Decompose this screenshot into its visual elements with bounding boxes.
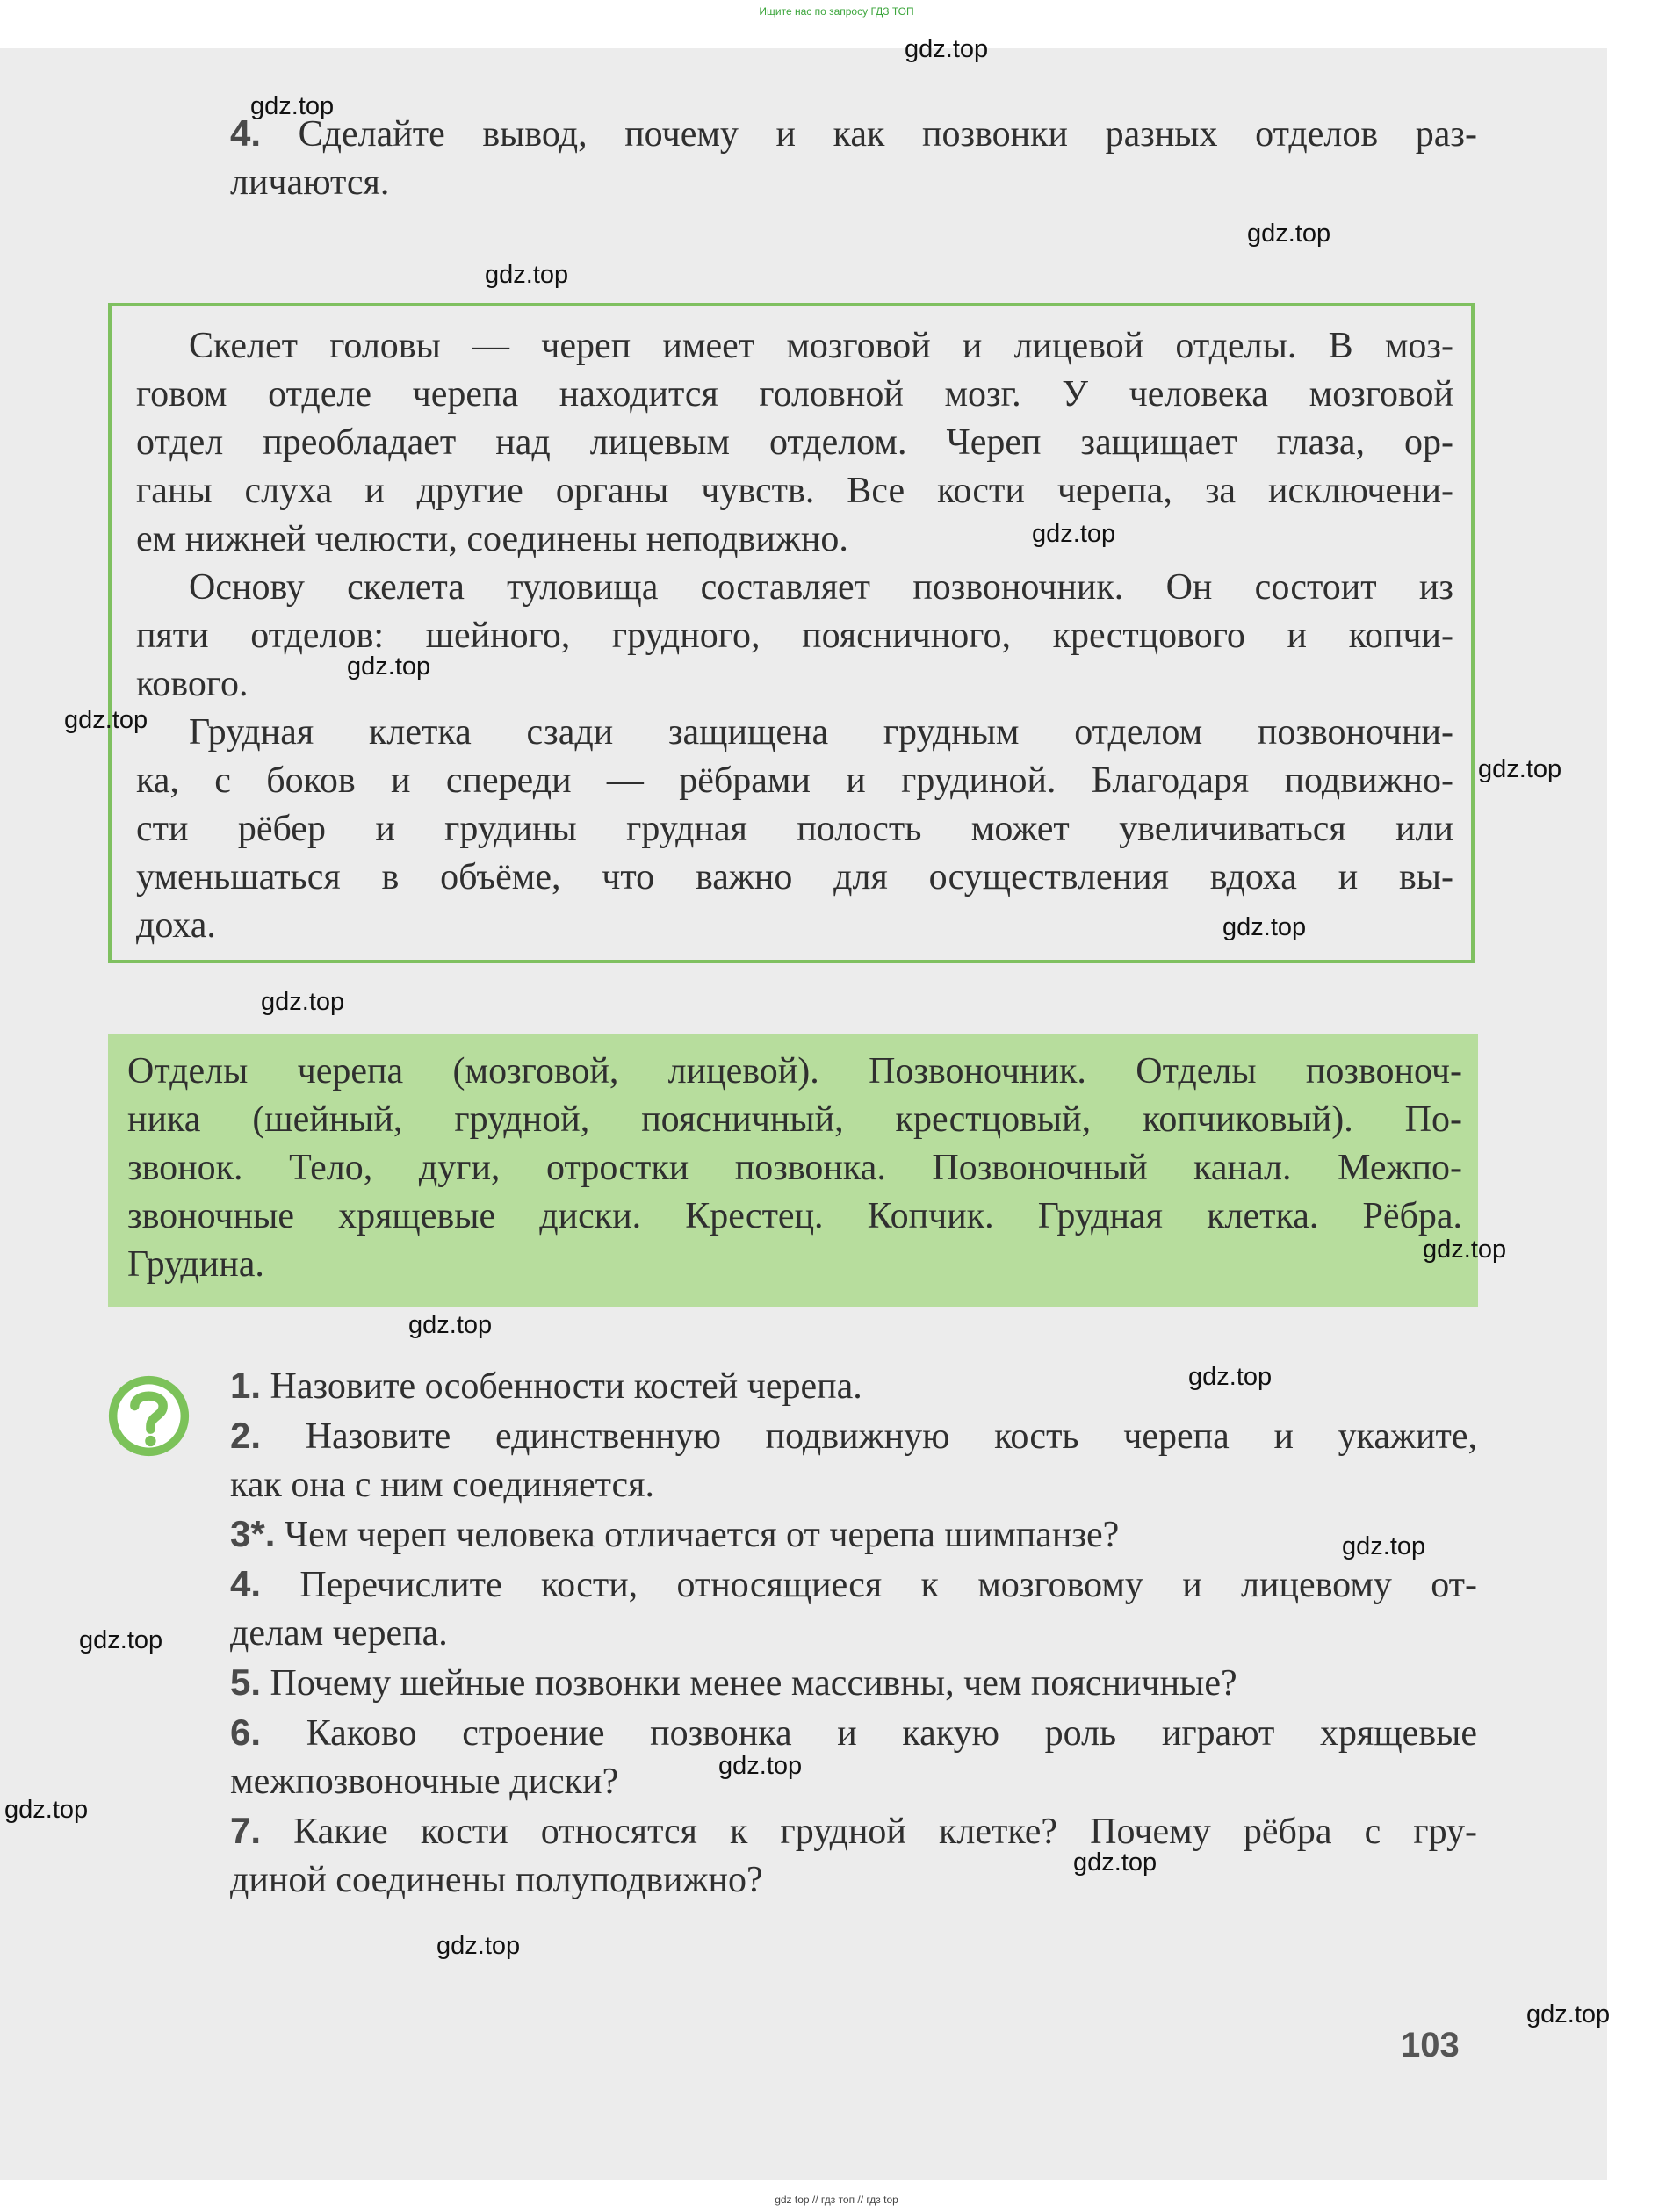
task-4-line-1: Сделайте вывод, почему и как позвонки разных отделов раз- — [298, 114, 1478, 155]
bottom-banner: gdz top // гдз топ // гдз top — [775, 2194, 898, 2206]
task-4-line-2: личаются. — [230, 162, 390, 203]
watermark: gdz.top — [250, 92, 335, 120]
watermark: gdz.top — [347, 652, 431, 681]
theory-line: Грудная клетка сзади защищена грудным отделом позвоночни- — [189, 712, 1453, 753]
watermark: gdz.top — [261, 988, 345, 1016]
question-4 — [230, 1560, 1477, 1658]
theory-line: Основу скелета туловища составляет позвоночник. Он состоит из — [189, 567, 1453, 608]
watermark: gdz.top — [408, 1311, 493, 1339]
question-text: Чем череп человека отличается от черепа шимпанзе? — [284, 1515, 1120, 1555]
watermark: gdz.top — [1188, 1363, 1273, 1391]
question-number: 4. — [230, 1563, 262, 1604]
theory-line: Скелет головы — череп имеет мозговой и лицевой отделы. В моз- — [189, 326, 1453, 366]
question-2 — [230, 1411, 1477, 1509]
question-7 — [230, 1806, 1477, 1905]
theory-line: сти рёбер и грудины грудная полость может увеличиваться или — [136, 809, 1453, 849]
question-text: Какие кости относятся к грудной клетке? Почему рёбра с гру- — [293, 1812, 1478, 1852]
watermark: gdz.top — [64, 706, 148, 734]
question-6 — [230, 1708, 1477, 1806]
task-4-number: 4. — [230, 112, 262, 154]
watermark: gdz.top — [79, 1626, 163, 1654]
watermark: gdz.top — [1478, 755, 1562, 783]
theory-line: ка, с боков и спереди — рёбрами и грудиной. Благодаря подвижно- — [136, 760, 1453, 801]
watermark: gdz.top — [436, 1932, 521, 1960]
watermark: gdz.top — [1222, 913, 1307, 941]
question-text: диной соединены полуподвижно? — [230, 1860, 763, 1900]
theory-line: говом отделе черепа находится головной мозг. У человека мозговой — [136, 374, 1453, 414]
question-number: 2. — [230, 1415, 262, 1456]
watermark: gdz.top — [1032, 520, 1116, 548]
theory-paragraph-spine — [136, 564, 1453, 709]
theory-line: ганы слуха и другие органы чувств. Все кости черепа, за исключени- — [136, 471, 1453, 511]
question-text: Назовите единственную подвижную кость черепа и укажите, — [305, 1416, 1477, 1457]
question-text: делам черепа. — [230, 1613, 448, 1654]
top-banner: Ищите нас по запросу ГДЗ ТОП — [759, 5, 914, 18]
watermark: gdz.top — [718, 1752, 803, 1780]
page-number: 103 — [1401, 2026, 1460, 2064]
watermark: gdz.top — [1423, 1236, 1507, 1264]
watermark: gdz.top — [1073, 1848, 1157, 1877]
task-4 — [230, 109, 1477, 207]
question-text: межпозвоночные диски? — [230, 1762, 619, 1802]
question-text: Перечислите кости, относящиеся к мозговому и лицевому от- — [299, 1565, 1478, 1605]
watermark: gdz.top — [1526, 2000, 1611, 2028]
question-number: 5. — [230, 1661, 262, 1703]
theory-line: уменьшаться в объёме, что важно для осуществления вдоха и вы- — [136, 857, 1453, 897]
watermark: gdz.top — [905, 35, 989, 63]
question-number: 1. — [230, 1365, 262, 1406]
question-5 — [230, 1658, 1477, 1708]
question-text: Каково строение позвонка и какую роль играют хрящевые — [306, 1713, 1478, 1754]
watermark: gdz.top — [1247, 220, 1331, 248]
question-number: 6. — [230, 1711, 262, 1753]
key-terms-line: звоночные хрящевые диски. Крестец. Копчик. Грудная клетка. Рёбра. — [127, 1196, 1462, 1236]
theory-paragraph-skull — [136, 322, 1453, 564]
question-text: Почему шейные позвонки менее массивны, чем поясничные? — [270, 1663, 1237, 1704]
theory-box — [108, 303, 1475, 963]
key-terms-line: Грудина. — [127, 1244, 264, 1285]
watermark: gdz.top — [1342, 1532, 1426, 1560]
question-text: Назовите особенности костей черепа. — [270, 1366, 862, 1407]
theory-line: пяти отделов: шейного, грудного, поясничного, крестцового и копчи- — [136, 616, 1453, 656]
watermark: gdz.top — [485, 261, 569, 289]
question-mark-icon — [107, 1374, 191, 1458]
question-number: 3*. — [230, 1513, 276, 1554]
key-terms-text — [127, 1048, 1462, 1289]
theory-line: кового. — [136, 664, 249, 704]
key-terms-line: ника (шейный, грудной, поясничный, крестцовый, копчиковый). По- — [127, 1099, 1462, 1140]
question-text: как она с ним соединяется. — [230, 1465, 654, 1505]
theory-line: отдел преобладает над лицевым отделом. Череп защищает глаза, ор- — [136, 422, 1453, 463]
questions-list — [230, 1361, 1477, 1905]
theory-line: ем нижней челюсти, соединены неподвижно. — [136, 519, 848, 559]
key-terms-box — [108, 1034, 1478, 1307]
theory-line: доха. — [136, 905, 216, 946]
question-1 — [230, 1361, 1477, 1411]
question-number: 7. — [230, 1810, 262, 1851]
key-terms-line: звонок. Тело, дуги, отростки позвонка. Позвоночный канал. Межпо- — [127, 1148, 1462, 1188]
watermark: gdz.top — [4, 1796, 89, 1824]
question-3 — [230, 1509, 1477, 1560]
key-terms-line: Отделы черепа (мозговой, лицевой). Позвоночник. Отделы позвоноч- — [127, 1051, 1462, 1092]
